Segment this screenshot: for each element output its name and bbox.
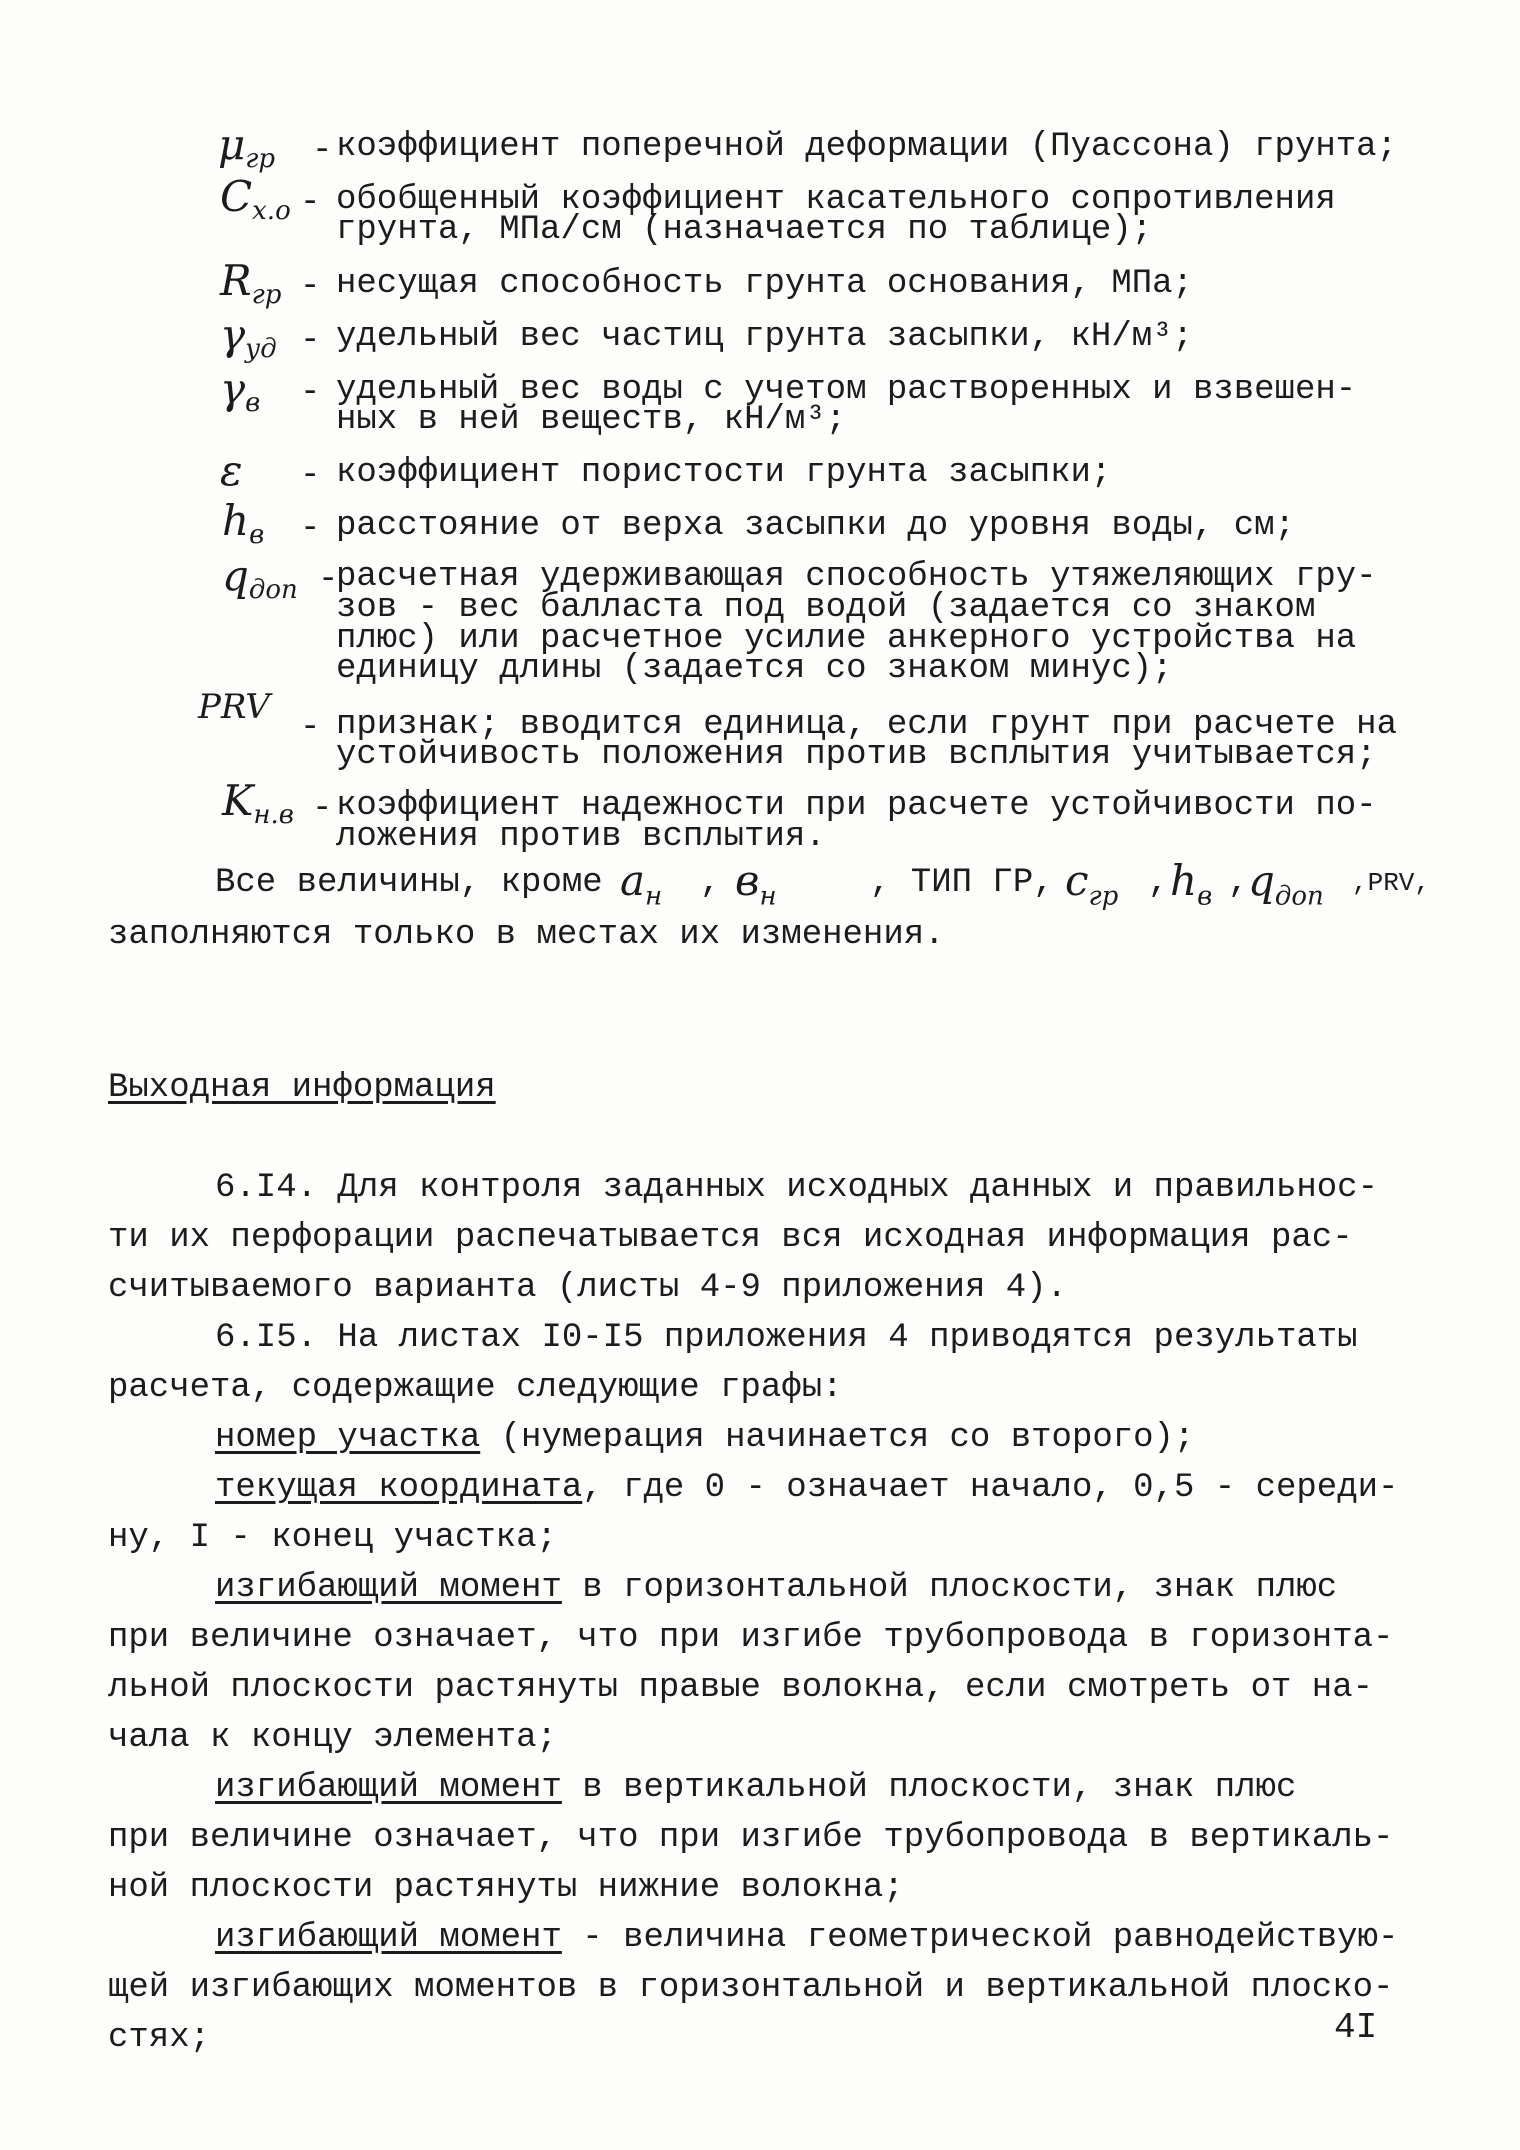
- paragraph-line: расчета, содержащие следующие графы:: [108, 1369, 843, 1407]
- definition-text: устойчивость положения против всплытия учитывается;: [336, 736, 1377, 774]
- item-term: номер участка: [215, 1419, 481, 1457]
- definition-text: коэффициент поперечной деформации (Пуассона) грунта;: [336, 128, 1397, 166]
- summary-prefix: Все величины, кроме: [215, 864, 603, 902]
- page-number: 4I: [1334, 2007, 1378, 2048]
- item-term: изгибающий момент: [215, 1919, 562, 1957]
- symbol-b-n: $в_н$: [735, 856, 777, 912]
- dash: -: [300, 510, 321, 548]
- symbol-q-dop-inline: $q_{доп}$: [1248, 856, 1324, 912]
- summary-line2: заполняются только в местах их изменения.: [108, 916, 945, 954]
- dash: -: [318, 561, 339, 599]
- paragraph-line: ну, I - конец участка;: [108, 1519, 557, 1557]
- definition-text: зов - вес балласта под водой (задается со знаком: [336, 589, 1316, 627]
- symbol-h-v-inline: $h_в$: [1170, 856, 1213, 912]
- symbol-mu-gr: $\mu_{гр}$: [218, 120, 276, 174]
- symbol-a-n: $a_н$: [620, 856, 663, 912]
- paragraph-line: 6.I4. Для контроля заданных исходных данных и правильнос-: [215, 1169, 1378, 1207]
- summary-tip: , ТИП ГР,: [870, 864, 1054, 902]
- symbol-h-v: $h_в$: [222, 496, 265, 550]
- paragraph-line: ной плоскости растянуты нижние волокна;: [108, 1869, 904, 1907]
- item-term: изгибающий момент: [215, 1769, 562, 1807]
- dash: -: [312, 132, 333, 170]
- definition-text: расчетная удерживающая способность утяжеляющих гру-: [336, 558, 1377, 596]
- list-item: текущая координата, где 0 - означает начало, 0,5 - середи-: [215, 1469, 1399, 1507]
- paragraph-line: щей изгибающих моментов в горизонтальной и вертикальной плоско-: [108, 1969, 1394, 2007]
- definition-text: удельный вес частиц грунта засыпки, кН/м³;: [336, 318, 1193, 356]
- symbol-epsilon: ε: [220, 446, 243, 495]
- paragraph-line: 6.I5. На листах I0-I5 приложения 4 приводятся результаты: [215, 1319, 1358, 1357]
- dash: -: [300, 322, 321, 360]
- definition-text: грунта, МПа/см (назначается по таблице);: [336, 211, 1153, 249]
- item-term: изгибающий момент: [215, 1569, 562, 1607]
- dash: -: [312, 790, 333, 828]
- definition-text: ных в ней веществ, кН/м³;: [336, 401, 847, 439]
- symbol-r-gr: $R_{гр}$: [220, 256, 282, 310]
- definition-text: удельный вес воды с учетом растворенных и взвешен-: [336, 371, 1357, 409]
- section-heading: Выходная информация: [108, 1069, 496, 1107]
- paragraph-line: при величине означает, что при изгибе трубопровода в вертикаль-: [108, 1819, 1394, 1857]
- definition-text: расстояние от верха засыпки до уровня воды, см;: [336, 507, 1295, 545]
- list-item: изгибающий момент в вертикальной плоскости, знак плюс: [215, 1769, 1297, 1807]
- definition-text: плюс) или расчетное усилие анкерного устройства на: [336, 620, 1357, 658]
- symbol-k-nv: $K_{н.в}$: [222, 776, 294, 830]
- dash: -: [300, 268, 321, 306]
- dash: -: [300, 709, 321, 747]
- definition-text: признак; вводится единица, если грунт при расчете на: [336, 706, 1397, 744]
- definition-text: единицу длины (задается со знаком минус);: [336, 650, 1173, 688]
- symbol-prv: PRV: [198, 687, 270, 727]
- definition-text: несущая способность грунта основания, МПа;: [336, 265, 1193, 303]
- definition-text: коэффициент надежности при расчете устойчивости по-: [336, 787, 1377, 825]
- paragraph-line: льной плоскости растянуты правые волокна, если смотреть от на-: [108, 1669, 1374, 1707]
- paragraph-line: считываемого варианта (листы 4-9 приложения 4).: [108, 1269, 1067, 1307]
- item-term: текущая координата: [215, 1469, 583, 1507]
- dash: -: [300, 457, 321, 495]
- list-item: изгибающий момент - величина геометрической равнодействую-: [215, 1919, 1399, 1957]
- symbol-gamma-v: $\gamma_в$: [220, 364, 261, 418]
- paragraph-line: чала к концу элемента;: [108, 1719, 557, 1757]
- list-item: номер участка (нумерация начинается со второго);: [215, 1419, 1195, 1457]
- paragraph-line: при величине означает, что при изгибе трубопровода в горизонта-: [108, 1619, 1394, 1657]
- definition-text: обобщенный коэффициент касательного сопротивления: [336, 181, 1336, 219]
- definition-text: ложения против всплытия.: [336, 818, 826, 856]
- dash: -: [300, 184, 321, 222]
- dash: -: [300, 374, 321, 412]
- symbol-c-gr: $c_{гр}$: [1065, 856, 1119, 912]
- paragraph-line: стях;: [108, 2019, 211, 2057]
- symbol-gamma-ud: $\gamma_{уд}$: [220, 310, 277, 364]
- symbol-q-dop: $q_{доп}$: [222, 551, 298, 605]
- list-item: изгибающий момент в горизонтальной плоскости, знак плюс: [215, 1569, 1338, 1607]
- summary-prv: ,PRV,: [1352, 868, 1431, 898]
- paragraph-line: ти их перфорации распечатывается вся исходная информация рас-: [108, 1219, 1353, 1257]
- document-page: $\mu_{гр}$ - коэффициент поперечной деформации (Пуассона) грунта; $C_{х.о}$ - обобщенный коэффициент касательного сопротивления грунта, МПа/см (назначается по таблице); $R_{гр}$ - несущая способность грунта основания, МПа; $\gamma_{уд}$ - удельный вес частиц грунта засыпки, кН/м³; $\gamma_в$ - удельный вес воды с учетом растворенных и взвешен- ных в ней веществ, кН/м³; ε - коэффициент пористости грунта засыпки; $h_в$ - расстояние от верха засыпки до уровня воды, см; $q_{доп}$ - расчетная удерживающая способность утяжеляющих гру- зов - вес балласта под водой (задается со знаком плюс) или расчетное усилие анкерного устройства на единицу длины (задается со знаком минус); PRV - признак; вводится единица, если грунт при расчете на устойчивость положения против всплытия учитывается; $K_{н.в}$ - коэффициент надежности при расчете устойчивости по- ложения против всплытия. Все величины, кроме $a_н$ , $в_н$ , ТИП ГР, $c_{гр}$ , $h_в$ , $q_{доп}$ ,PRV, заполняются только в местах их изменения. Выходная информация 6.I4. Для контроля заданных исходных данных и правильнос- ти их перфорации распечатывается вся исходная информация рас- считываемого варианта (листы 4-9 приложения 4). 6.I5. На листах I0-I5 приложения 4 приводятся результаты расчета, содержащие следующие графы: номер участка (нумерация начинается со второго); текущая координата, где 0 - означает начало, 0,5 - середи- ну, I - конец участка; изгибающий момент в горизонтальной плоскости, знак плюс при величине означает, что при изгибе трубопровода в горизонта- льной плоскости растянуты правые волокна, если смотреть от на- чала к концу элемента; изгибающий момент в вертикальной плоскости, знак плюс при величине означает, что при изгибе трубопровода в вертикаль- ной плоскости растянуты нижние волокна; изгибающий момент - величина геометрической равнодействую- щей изгибающих моментов в горизонтальной и вертикальной плоско- стях; 4I: [0, 0, 1520, 2150]
- definition-text: коэффициент пористости грунта засыпки;: [336, 454, 1112, 492]
- symbol-c-xo: $C_{х.о}$: [220, 172, 291, 226]
